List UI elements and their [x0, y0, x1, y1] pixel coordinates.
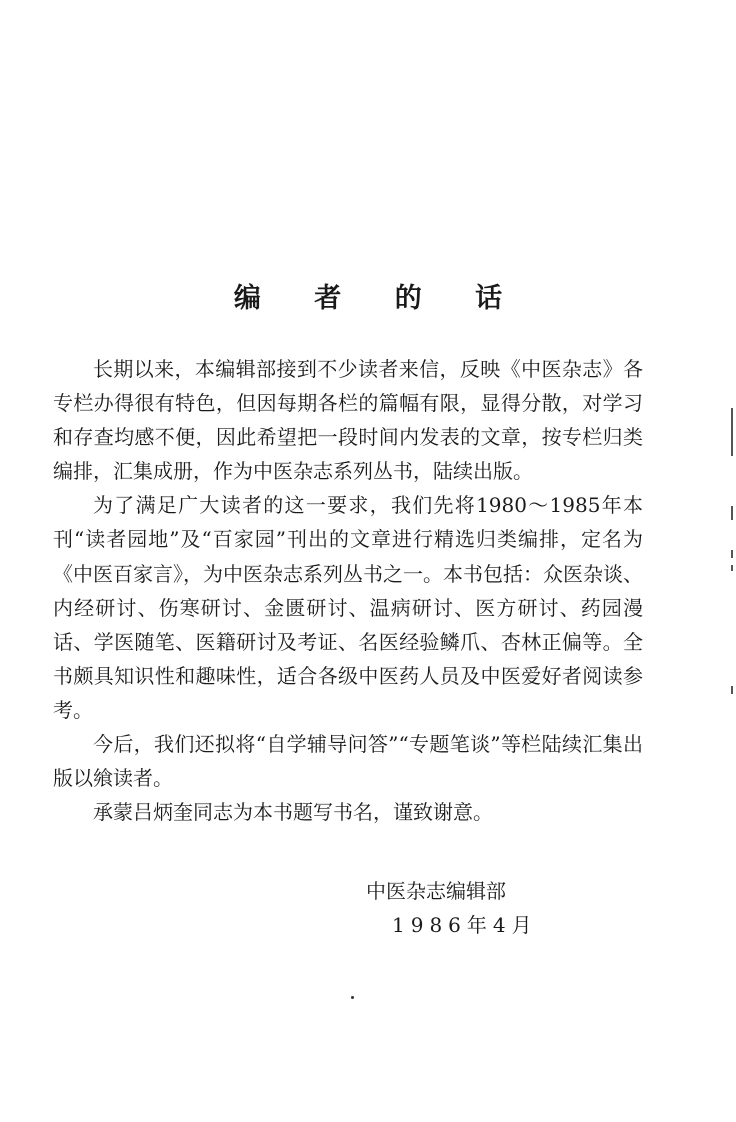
document-body: [53, 352, 643, 829]
paragraph: 承蒙吕炳奎同志为本书题写书名，谨致谢意。: [93, 800, 493, 825]
scan-edge-mark: [731, 550, 733, 558]
date: 1986年4月: [392, 913, 538, 937]
scan-edge-mark: [731, 408, 733, 456]
scan-edge-mark: [731, 686, 733, 694]
paragraph: 为了满足广大读者的这一要求，我们先将1980～1985年本刊“读者园地”及“百家园”刊出的文章进行精选归类编排，定名为《中医百家言》，为中医杂志系列丛书之一。本书包括：众医杂谈、内经研讨、伤寒研讨、金匮研讨、温病研讨、医方研讨、药园漫话、学医随笔、医籍研讨及考证、名医经验鳞爪、杏林正偏等。全书颇具知识性和趣味性，适合各级中医药人员及中医爱好者阅读参考。: [53, 493, 643, 722]
scan-edge-mark: [731, 565, 733, 571]
signature: 中医杂志编辑部: [366, 879, 506, 903]
paragraph: 长期以来，本编辑部接到不少读者来信，反映《中医杂志》各专栏办得很有特色，但因每期各栏的篇幅有限，显得分散，对学习和存查均感不便，因此希望把一段时间内发表的文章，按专栏归类编排，汇集成册，作为中医杂志系列丛书，陆续出版。: [53, 357, 643, 484]
scan-speck: [351, 996, 354, 999]
scan-edge-mark: [731, 506, 733, 520]
page-title: 编 者 的 话: [233, 283, 525, 314]
paragraph: 今后，我们还拟将“自学辅导问答”“专题笔谈”等栏陆续汇集出版以飨读者。: [53, 732, 643, 791]
